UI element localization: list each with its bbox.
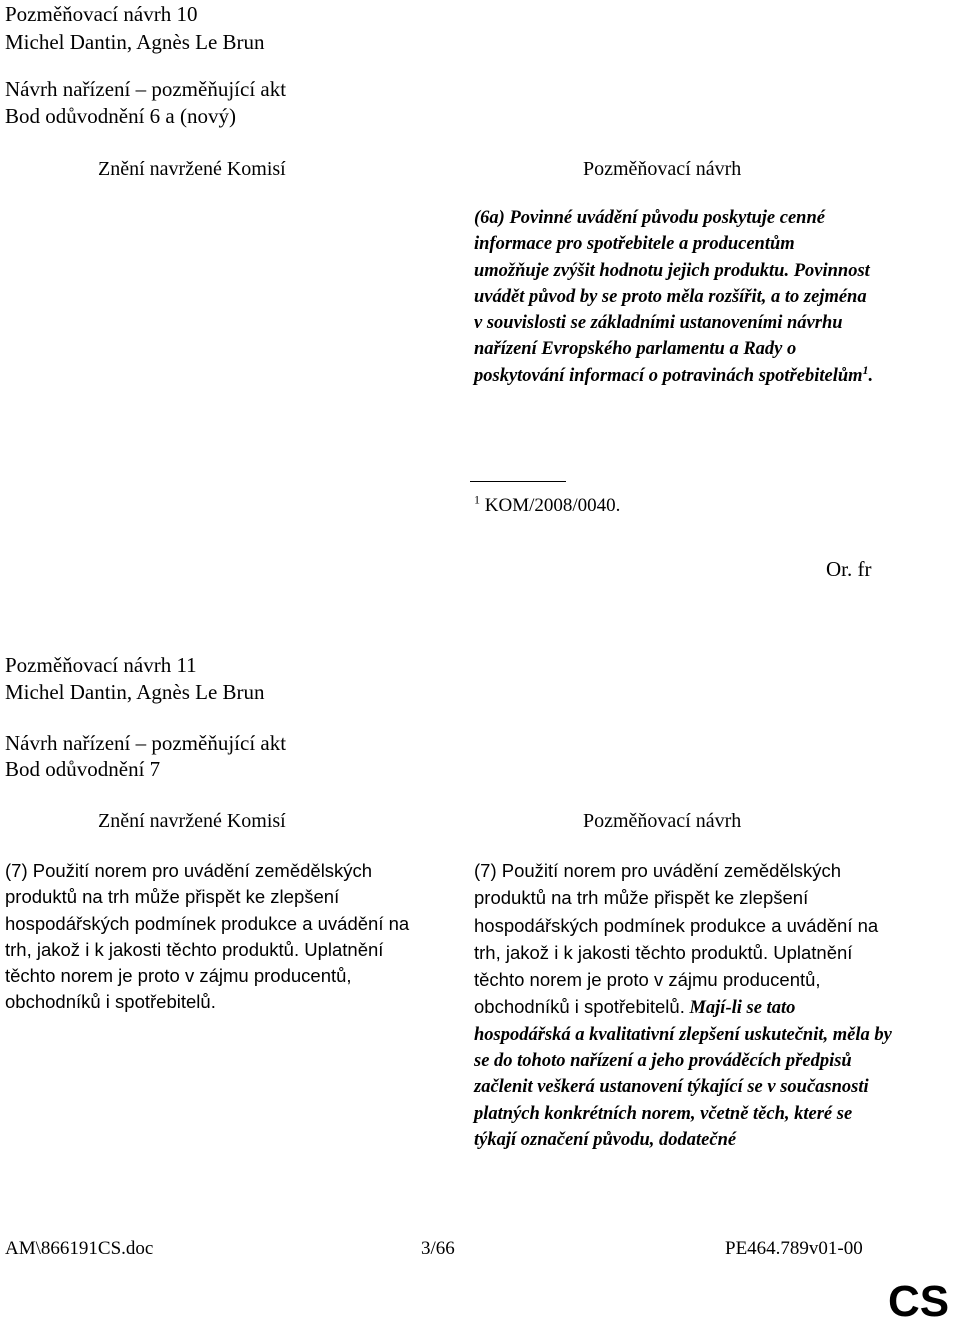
footer-pe-ref: PE464.789v01-00 bbox=[725, 1238, 863, 1259]
amendment-10-number: Pozměňovací návrh 10 bbox=[5, 2, 198, 26]
footer-doc-ref: AM\866191CS.doc bbox=[5, 1238, 154, 1259]
footnote-text: KOM/2008/0040. bbox=[484, 495, 621, 516]
amendment-10-end-punct: . bbox=[868, 365, 874, 386]
amendment-11-left-column-heading: Znění navržené Komisí bbox=[98, 810, 286, 832]
amendment-11-right-column-heading: Pozměňovací návrh bbox=[583, 810, 742, 832]
amendment-10-footnote bbox=[474, 494, 620, 518]
footnote-number: 1 bbox=[474, 492, 480, 507]
amendment-10-target: Bod odůvodnění 6 a (nový) bbox=[5, 104, 236, 128]
amendment-10-type: Návrh nařízení – pozměňující akt bbox=[5, 77, 287, 101]
footnote-separator bbox=[470, 481, 566, 482]
amendment-10-left-column-heading: Znění navržené Komisí bbox=[98, 158, 286, 180]
amendment-11-type: Návrh nařízení – pozměňující akt bbox=[5, 731, 287, 755]
amendment-11-added-text: Mají-li se tato hospodářská a kvalitativní zlepšení uskutečnit, měla by se do tohoto nařízení a jeho prováděcích předpisů začlenit veškerá ustanovení týkající se v současnosti platných konkrétních norem, včetně těch, které se týkají označení původu, dodatečné bbox=[474, 998, 892, 1150]
amendment-11-amendment-text bbox=[474, 858, 894, 1153]
amendment-11-right-text: (7) Použití norem pro uvádění zemědělských produktů na trh může přispět ke zlepšení hospodářských podmínek produkce a uvádění na trh, jakož i k jakosti těchto produktů. Uplatnění těchto norem je proto v zájmu producentů, obchodníků i spotřebitelů. bbox=[474, 860, 879, 1018]
amendment-10-amendment-text bbox=[474, 205, 874, 389]
original-language: Or. fr bbox=[826, 557, 872, 581]
amendment-10-right-text: (6a) Povinné uvádění původu poskytuje cenné informace pro spotřebitele a producentům umožňuje zvýšit hodnotu jejich produktu. Povinnost uvádět původ by se proto měla rozšířit, a to zejména v souvislosti se základními ustanoveními návrhu nařízení Evropského parlamentu a Rady o poskytování informací o potravinách spotřebitelům bbox=[474, 208, 870, 386]
footer-language-code: CS bbox=[888, 1277, 950, 1326]
amendment-11-target: Bod odůvodnění 7 bbox=[5, 757, 161, 781]
amendment-11-number: Pozměňovací návrh 11 bbox=[5, 653, 197, 677]
amendment-11-authors: Michel Dantin, Agnès Le Brun bbox=[5, 680, 265, 704]
footer-page-number: 3/66 bbox=[421, 1238, 455, 1259]
amendment-10-footnote-ref: 1 bbox=[862, 362, 869, 377]
amendment-10-authors: Michel Dantin, Agnès Le Brun bbox=[5, 30, 265, 54]
amendment-11-commission-text: (7) Použití norem pro uvádění zemědělských produktů na trh může přispět ke zlepšení hospodářských podmínek produkce a uvádění na trh, jakož i k jakosti těchto produktů. Uplatnění těchto norem je proto v zájmu producentů, obchodníků i spotřebitelů. bbox=[5, 860, 410, 1013]
amendment-10-right-column-heading: Pozměňovací návrh bbox=[583, 158, 742, 180]
